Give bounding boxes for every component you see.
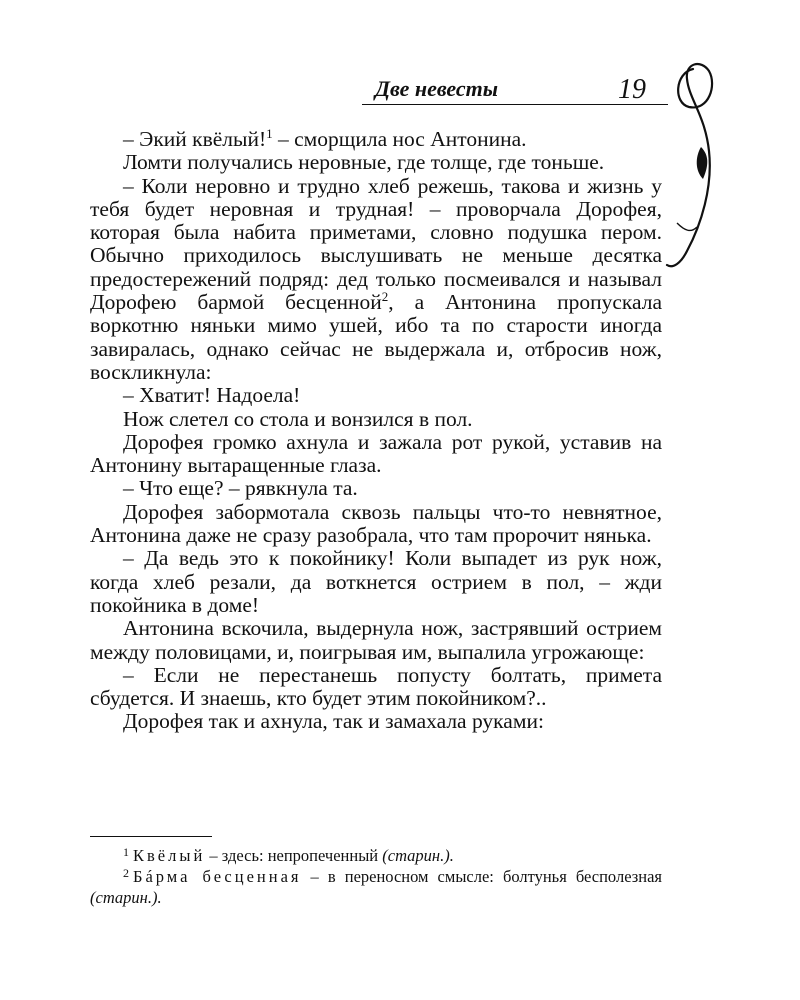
footnote-ref: 2 bbox=[381, 289, 389, 305]
decorative-flourish-icon bbox=[665, 55, 725, 285]
footnote-mark: 1 bbox=[123, 845, 129, 859]
footnote-rule bbox=[90, 836, 212, 837]
paragraph: – Экий квёлый!$^1$ – сморщила нос Антонина. bbox=[123, 126, 527, 151]
footnote-term: Бáрма бесценная bbox=[133, 867, 302, 886]
paragraph: Дорофея так и ахнула, так и замахала руками: bbox=[123, 709, 544, 734]
footnote-term: Квёлый bbox=[133, 846, 206, 865]
header-rule bbox=[362, 104, 668, 105]
page-number: 19 bbox=[618, 74, 646, 105]
paragraph: Дорофея громко ахнула и зажала рот рукой, уставив на Антонину вытаращенные глаза. bbox=[90, 429, 662, 478]
footnote: $^1$ Квёлый – здесь: непропеченный (старин.). bbox=[123, 845, 454, 865]
paragraph: – Да ведь это к покойнику! Коли выпадет из рук нож, когда хлеб резали, да воткнется острием в пол, – жди покойника в доме! bbox=[90, 546, 662, 617]
paragraph: Ломти получались неровные, где толще, где тоньше. bbox=[123, 150, 605, 175]
paragraph: – Коли неровно и трудно хлеб режешь, такова и жизнь у тебя будет неровная и трудная! – проворчала Дорофея, которая была набита приметами, словно подушка пером. Обычно приходилось выслушивать не меньше десятка предостережений подряд: дед только посмеивался и называл Дорофею бармой бесценной$^2$, а Антонина пропускала воркотню няньки мимо ушей, ибо та по старости иногда завиралась, однако сейчас не выдержала и, отбросив нож, воскликнула: bbox=[90, 173, 662, 384]
paragraph: – Хватит! Надоела! bbox=[123, 383, 301, 408]
running-head-title: Две невесты bbox=[375, 76, 499, 101]
paragraph: – Что еще? – рявкнула та. bbox=[123, 476, 358, 501]
paragraph: Дорофея забормотала сквозь пальцы что-то невнятное, Антонина даже не сразу разобрала, что там пророчит нянька. bbox=[90, 499, 662, 548]
text-column bbox=[90, 128, 662, 734]
paragraph: – Если не перестанешь попусту болтать, примета сбудется. И знаешь, кто будет этим покойником?.. bbox=[90, 662, 662, 711]
paragraph: Антонина вскочила, выдернула нож, застрявший острием между половицами, и, поигрывая им, выпалила угрожающе: bbox=[90, 616, 662, 664]
footnote: $^2$ Бáрма бесценная – в переносном смысле: болтунья бесполезная (старин.). bbox=[90, 866, 662, 907]
footnote-mark: 2 bbox=[123, 866, 129, 880]
footnote-ref: 1 bbox=[266, 126, 273, 141]
footnotes bbox=[90, 845, 662, 908]
paragraph: Нож слетел со стола и вонзился в пол. bbox=[123, 406, 473, 431]
